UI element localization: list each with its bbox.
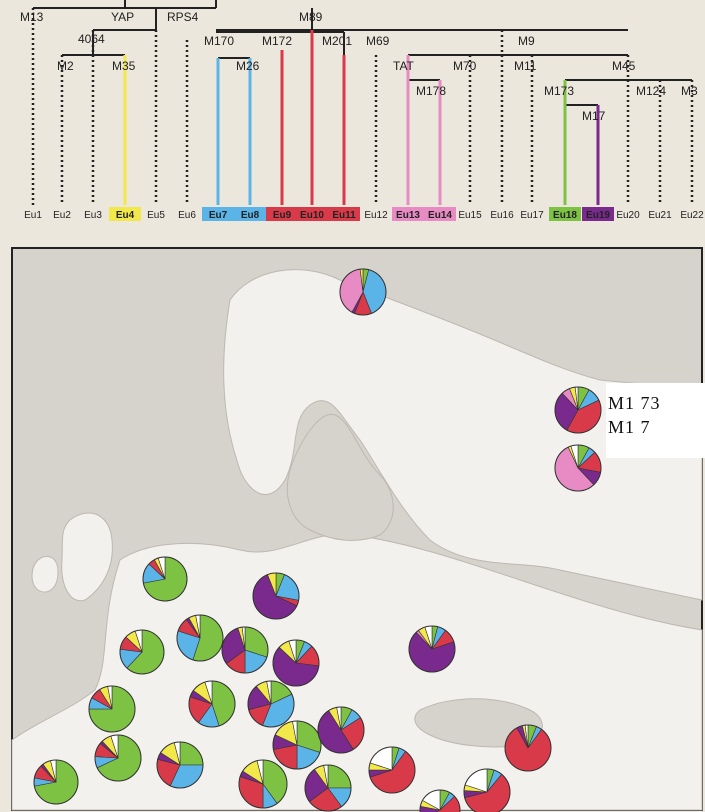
haplotype-labels	[24, 210, 704, 221]
mutation-label-m172: M172	[262, 34, 293, 48]
frequency-pie	[409, 626, 455, 672]
frequency-pie	[143, 557, 187, 601]
haplotype-label: Eu6	[178, 210, 196, 221]
haplotype-label: Eu17	[520, 210, 544, 221]
mutation-label-m70: M70	[453, 59, 477, 73]
frequency-pie	[464, 769, 510, 812]
mutation-label-m89: M89	[299, 10, 323, 24]
frequency-pie	[34, 760, 78, 804]
mutation-label-m69: M69	[366, 34, 390, 48]
ireland-shape	[32, 556, 58, 592]
frequency-pie	[555, 445, 601, 491]
haplotype-label: Eu9	[272, 210, 292, 221]
europe-map	[0, 240, 705, 812]
haplotype-label: Eu5	[147, 210, 165, 221]
haplotype-label: Eu15	[458, 210, 482, 221]
frequency-pie	[177, 615, 223, 661]
mutation-label-m11: M11	[514, 59, 537, 73]
mutation-label-rps4: RPS4	[167, 10, 199, 24]
mutation-label-m178: M178	[416, 84, 447, 98]
haplotype-label: Eu7	[208, 210, 228, 221]
label-m173: M1 73	[608, 393, 661, 413]
haplotype-label: Eu11	[332, 210, 356, 221]
frequency-pie	[505, 725, 551, 771]
mutation-label-m45: M45	[612, 59, 636, 73]
haplotype-label: Eu19	[586, 210, 610, 221]
frequency-pie	[253, 573, 299, 619]
mutation-label-m9: M9	[518, 34, 535, 48]
haplogroup-tree	[0, 0, 705, 240]
frequency-pie	[555, 387, 601, 433]
label-box	[606, 383, 705, 458]
mutation-label-m124: M124	[636, 84, 667, 98]
haplotype-label: Eu8	[240, 210, 260, 221]
mutation-label-m2: M2	[57, 59, 74, 73]
haplotype-label: Eu1	[24, 210, 42, 221]
mutation-label-m173: M173	[544, 84, 575, 98]
haplotype-label: Eu14	[428, 210, 452, 221]
haplotype-label: Eu13	[396, 210, 420, 221]
mutation-label-m3: M3	[681, 84, 698, 98]
frequency-pie	[95, 735, 141, 781]
frequency-pie	[157, 742, 203, 788]
haplotype-label: Eu21	[648, 210, 672, 221]
frequency-pie	[340, 269, 386, 315]
mutation-label-m26: M26	[236, 59, 260, 73]
mutation-label-tat: TAT	[393, 59, 414, 73]
frequency-pie	[222, 627, 268, 673]
frequency-pie	[305, 765, 351, 811]
frequency-pie	[89, 686, 135, 732]
mutation-label-m170: M170	[204, 34, 235, 48]
frequency-pie	[120, 630, 164, 674]
haplotype-label: Eu4	[115, 210, 135, 221]
label-m17: M1 7	[608, 417, 651, 437]
mutation-label-m13: M13	[20, 10, 44, 24]
haplotype-label: Eu3	[84, 210, 102, 221]
haplotype-label: Eu18	[553, 210, 577, 221]
frequency-pie	[369, 747, 415, 793]
mutation-label-yap: YAP	[111, 10, 135, 24]
frequency-pie	[318, 707, 364, 753]
haplotype-label: Eu20	[616, 210, 640, 221]
frequency-pie	[248, 681, 294, 727]
mutation-label-4064: 4064	[78, 32, 105, 46]
haplotype-label: Eu12	[364, 210, 388, 221]
haplotype-label: Eu2	[53, 210, 71, 221]
frequency-pie	[239, 760, 287, 808]
haplotype-label: Eu10	[300, 210, 324, 221]
frequency-pie	[189, 681, 235, 727]
haplotype-label: Eu22	[680, 210, 704, 221]
haplotype-label: Eu16	[490, 210, 514, 221]
frequency-pie	[273, 721, 321, 769]
frequency-pie	[273, 640, 319, 686]
mutation-label-m35: M35	[112, 59, 136, 73]
mutation-label-m17: M17	[582, 109, 606, 123]
mutation-label-m201: M201	[322, 34, 353, 48]
